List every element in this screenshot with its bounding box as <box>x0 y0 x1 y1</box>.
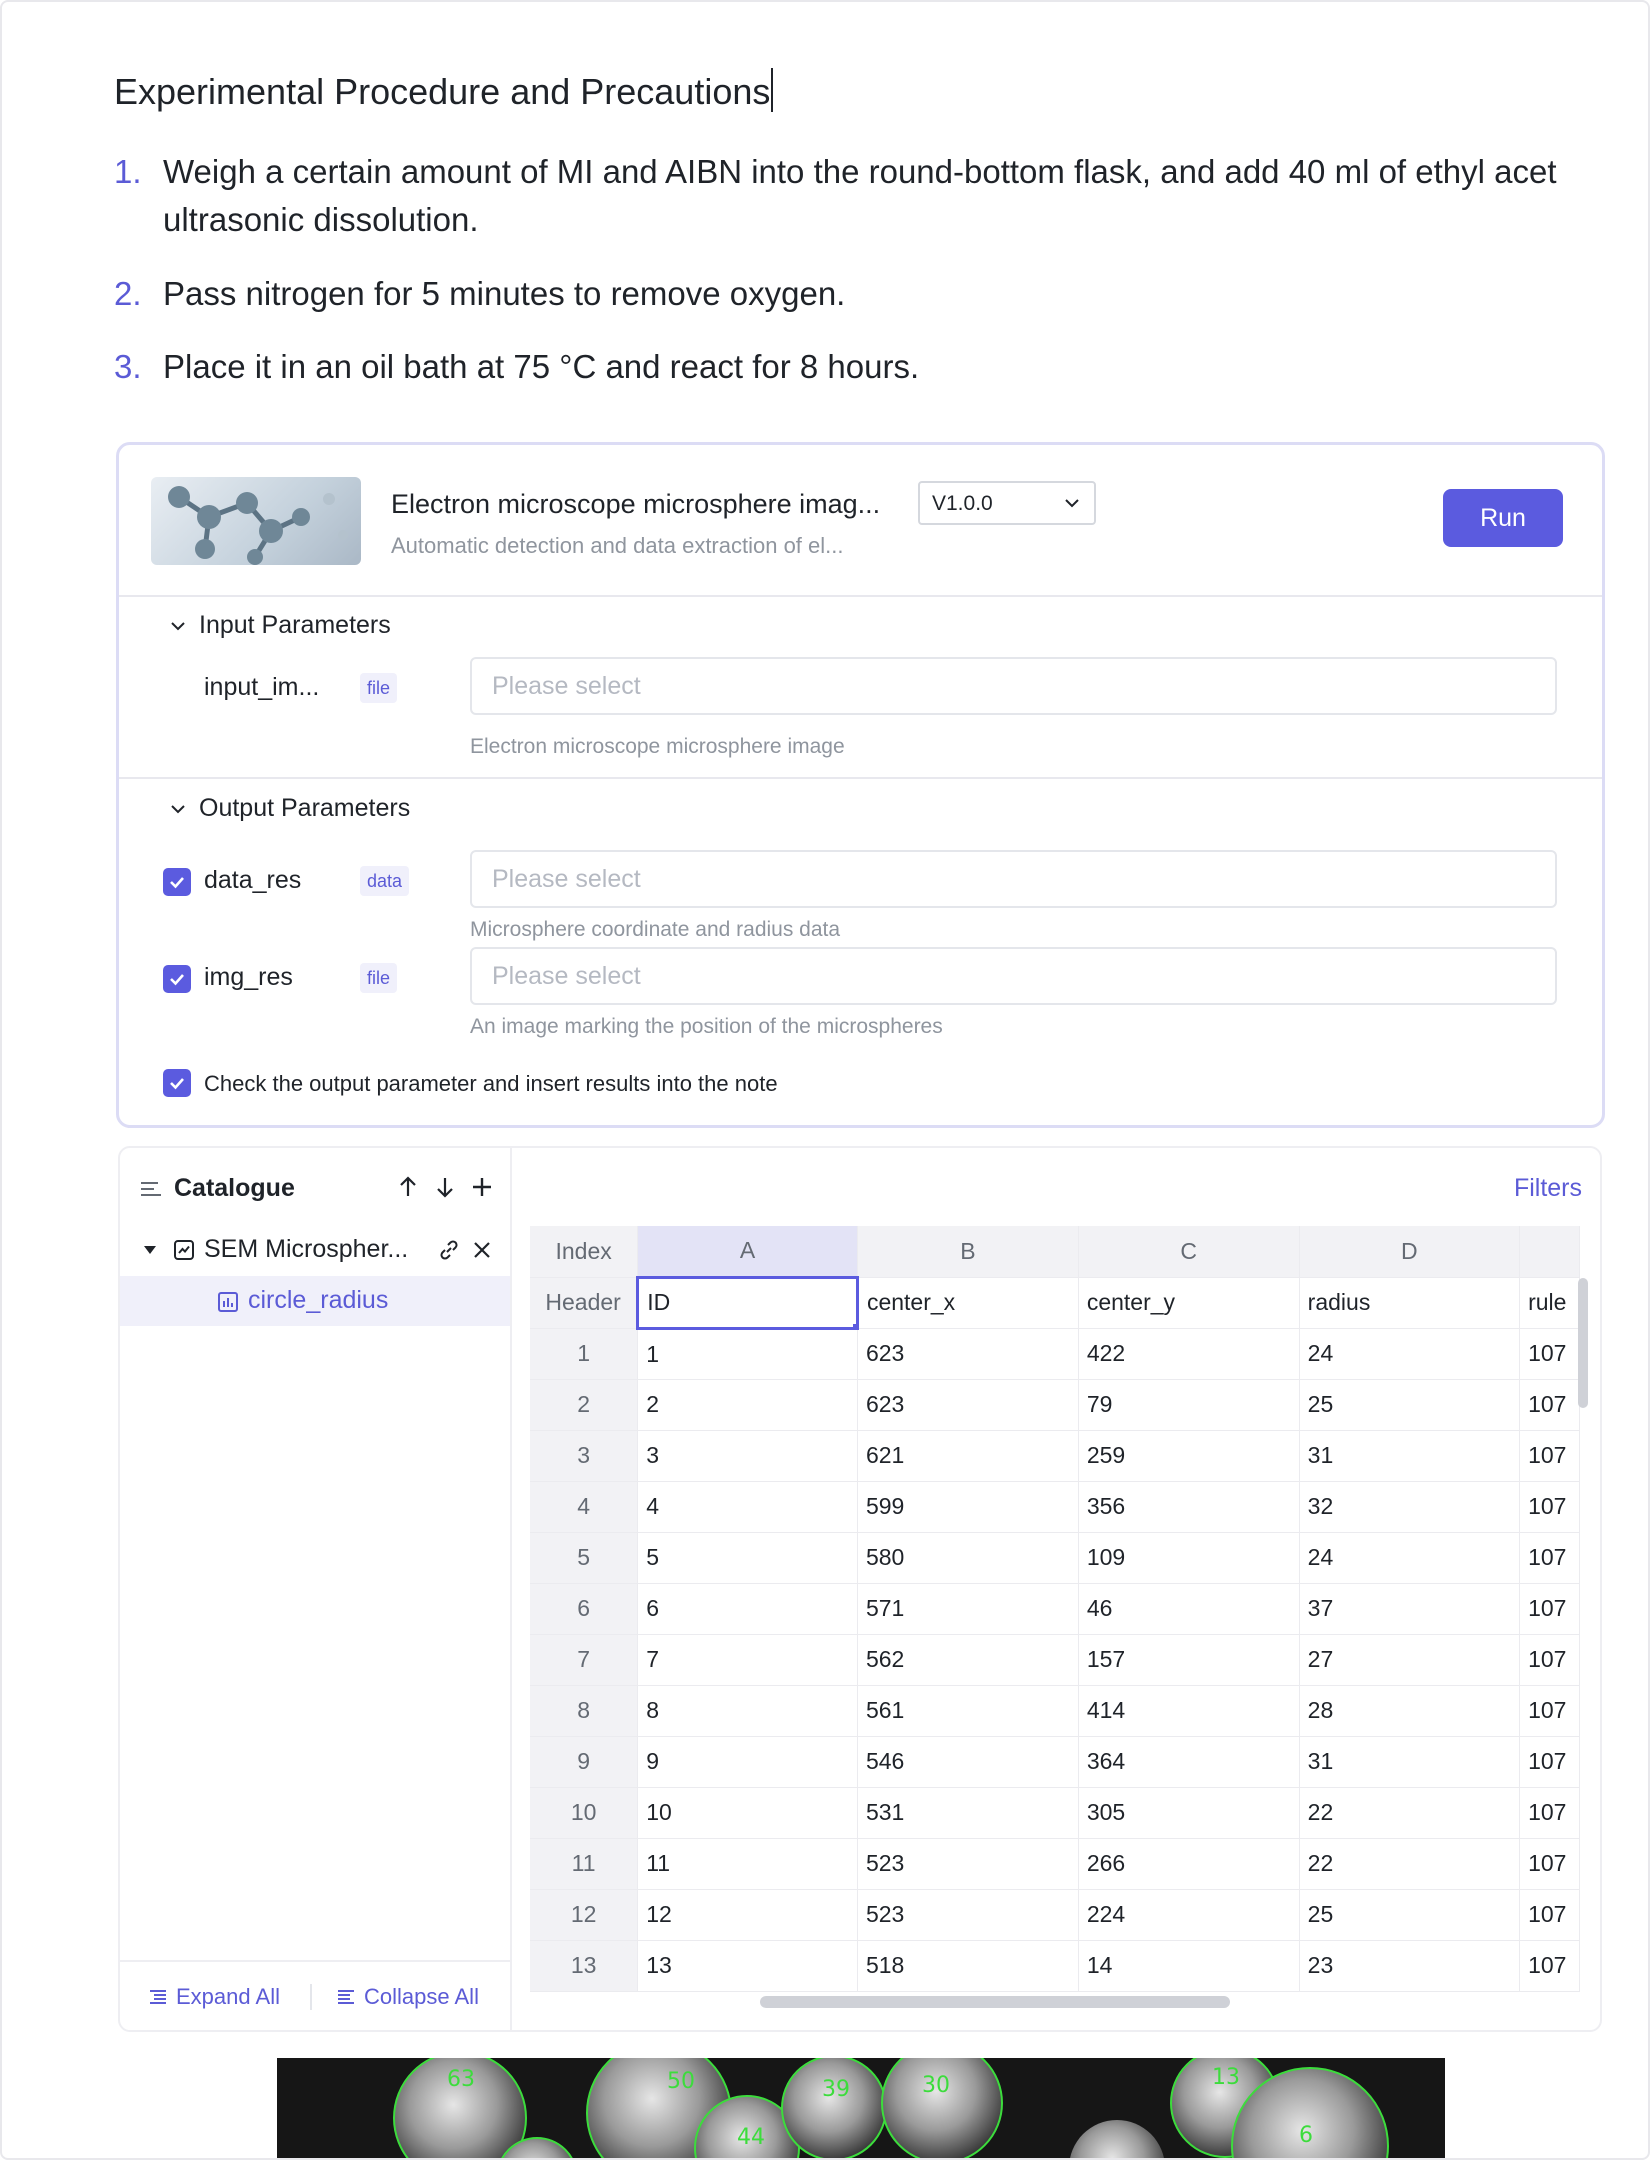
filters-button[interactable]: Filters <box>1513 1174 1582 1202</box>
data-panel <box>118 1146 1602 2032</box>
input-parameters-toggle[interactable] <box>167 611 391 640</box>
grid-cell[interactable]: 5 <box>638 1532 858 1583</box>
table-row <box>530 1685 1580 1736</box>
grid-cell[interactable]: 157 <box>1078 1634 1299 1685</box>
grid-cell[interactable]: 523 <box>857 1838 1078 1889</box>
grid-cell[interactable]: 571 <box>857 1583 1078 1634</box>
grid-cell[interactable]: ID <box>638 1277 858 1328</box>
grid-cell[interactable]: 546 <box>857 1736 1078 1787</box>
data-res-select[interactable]: Please select <box>470 850 1557 908</box>
sphere-label: 30 <box>922 2073 950 2098</box>
row-index: 8 <box>530 1685 638 1736</box>
row-index: 13 <box>530 1940 638 1991</box>
row-index: 12 <box>530 1889 638 1940</box>
column-header[interactable]: D <box>1299 1226 1519 1277</box>
output-parameters-toggle[interactable] <box>167 794 410 823</box>
tool-card <box>116 442 1605 1128</box>
grid-cell[interactable]: 107 <box>1520 1583 1580 1634</box>
param-name: img_res <box>204 963 293 991</box>
grid-cell[interactable]: 13 <box>638 1940 858 1991</box>
expand-icon <box>148 1987 168 2007</box>
row-index: 11 <box>530 1838 638 1889</box>
grid-cell[interactable]: 3 <box>638 1430 858 1481</box>
grid-cell[interactable]: 8 <box>638 1685 858 1736</box>
catalogue-sidebar <box>120 1148 512 2030</box>
table-row <box>530 1430 1580 1481</box>
section-title: Input Parameters <box>199 611 391 639</box>
expand-all-button[interactable] <box>148 1984 280 2010</box>
grid-cell[interactable]: 37 <box>1299 1583 1519 1634</box>
grid-cell[interactable]: 107 <box>1520 1940 1580 1991</box>
tool-description: Automatic detection and data extraction of el... <box>391 533 844 558</box>
check-icon <box>167 872 187 892</box>
grid-cell[interactable]: 414 <box>1078 1685 1299 1736</box>
grid-cell[interactable]: 356 <box>1078 1481 1299 1532</box>
column-letter-row <box>530 1226 1580 1277</box>
table-row <box>530 1889 1580 1940</box>
sphere-label: 50 <box>667 2069 695 2094</box>
grid-cell[interactable]: 79 <box>1078 1379 1299 1430</box>
grid-cell[interactable]: 25 <box>1299 1379 1519 1430</box>
data-res-checkbox[interactable] <box>163 868 191 896</box>
sphere-label: 39 <box>822 2077 850 2102</box>
horizontal-scrollbar[interactable] <box>760 1996 1230 2008</box>
footer-separator <box>310 1984 312 2010</box>
grid-cell[interactable]: 107 <box>1520 1889 1580 1940</box>
header-row <box>530 1277 1580 1328</box>
grid-cell[interactable]: 518 <box>857 1940 1078 1991</box>
run-button[interactable]: Run <box>1443 489 1563 547</box>
table-row <box>530 1532 1580 1583</box>
arrow-up-icon[interactable] <box>395 1174 421 1200</box>
divider <box>119 595 1602 597</box>
collapse-icon <box>336 1987 356 2007</box>
list-number: 3. <box>114 348 142 385</box>
dataset-name: SEM Microspher... <box>204 1235 409 1263</box>
grid-cell[interactable]: 2 <box>638 1379 858 1430</box>
type-badge: file <box>360 963 397 993</box>
close-icon[interactable] <box>469 1237 495 1263</box>
sphere-label: 63 <box>447 2067 475 2092</box>
grid-cell[interactable]: 623 <box>857 1328 1078 1379</box>
link-icon[interactable] <box>436 1237 462 1263</box>
catalogue-header <box>138 1174 295 1203</box>
grid-cell[interactable]: 9 <box>638 1736 858 1787</box>
img-res-select[interactable]: Please select <box>470 947 1557 1005</box>
row-index: 5 <box>530 1532 638 1583</box>
grid-cell[interactable]: 24 <box>1299 1532 1519 1583</box>
collapse-all-button[interactable] <box>336 1984 479 2010</box>
tool-name: Electron microscope microsphere imag... <box>391 489 881 519</box>
grid-cell[interactable]: 107 <box>1520 1685 1580 1736</box>
table-chart-icon <box>216 1290 240 1314</box>
chevron-down-icon <box>167 798 189 820</box>
table-row <box>530 1838 1580 1889</box>
grid-cell[interactable]: radius <box>1299 1277 1519 1328</box>
caret-down-icon <box>142 1243 158 1257</box>
sphere-label: 44 <box>737 2125 765 2150</box>
grid-cell[interactable]: 7 <box>638 1634 858 1685</box>
table-row <box>530 1634 1580 1685</box>
table-row <box>530 1328 1580 1379</box>
grid-cell[interactable]: 107 <box>1520 1787 1580 1838</box>
grid-cell[interactable]: 22 <box>1299 1838 1519 1889</box>
grid-cell[interactable]: 364 <box>1078 1736 1299 1787</box>
grid-cell[interactable]: 11 <box>638 1838 858 1889</box>
grid-cell[interactable]: 259 <box>1078 1430 1299 1481</box>
table-row <box>530 1940 1580 1991</box>
grid-cell[interactable]: 14 <box>1078 1940 1299 1991</box>
plus-icon[interactable] <box>469 1174 495 1200</box>
column-header[interactable]: B <box>857 1226 1078 1277</box>
grid-cell[interactable]: 28 <box>1299 1685 1519 1736</box>
section-title: Output Parameters <box>199 794 411 822</box>
table-name: circle_radius <box>248 1286 389 1314</box>
input-image-select[interactable]: Please select <box>470 657 1557 715</box>
tree-item-dataset[interactable] <box>120 1225 510 1275</box>
grid-cell[interactable]: 580 <box>857 1532 1078 1583</box>
row-index: 6 <box>530 1583 638 1634</box>
row-index: 2 <box>530 1379 638 1430</box>
page-title[interactable]: Experimental Procedure and Precautions <box>114 68 773 113</box>
grid-cell[interactable]: 25 <box>1299 1889 1519 1940</box>
grid-cell[interactable]: rule <box>1520 1277 1580 1328</box>
grid-cell[interactable]: 109 <box>1078 1532 1299 1583</box>
grid-cell[interactable]: center_x <box>857 1277 1078 1328</box>
sphere-label: 13 <box>1212 2065 1240 2090</box>
row-index: 7 <box>530 1634 638 1685</box>
table-row <box>530 1736 1580 1787</box>
row-index: 1 <box>530 1328 638 1379</box>
index-header: Index <box>530 1226 638 1277</box>
column-header[interactable]: A <box>638 1226 858 1277</box>
type-badge: data <box>360 866 409 896</box>
insert-results-label: Check the output parameter and insert results into the note <box>204 1071 778 1096</box>
grid-cell[interactable]: 24 <box>1299 1328 1519 1379</box>
step-text: ultrasonic dissolution. <box>163 201 479 238</box>
grid-cell[interactable]: 1 <box>638 1328 858 1379</box>
grid-cell[interactable]: 623 <box>857 1379 1078 1430</box>
grid-cell[interactable]: 107 <box>1520 1430 1580 1481</box>
grid-cell[interactable]: 107 <box>1520 1328 1580 1379</box>
arrow-down-icon[interactable] <box>432 1174 458 1200</box>
grid-cell[interactable]: 523 <box>857 1889 1078 1940</box>
divider <box>119 777 1602 779</box>
check-icon <box>167 969 187 989</box>
grid-cell[interactable]: 31 <box>1299 1736 1519 1787</box>
molecule-thumbnail <box>151 477 361 565</box>
grid-cell[interactable]: 10 <box>638 1787 858 1838</box>
grid-cell[interactable]: 531 <box>857 1787 1078 1838</box>
table-row <box>530 1583 1580 1634</box>
data-grid[interactable] <box>530 1226 1580 2006</box>
grid-cell[interactable]: center_y <box>1078 1277 1299 1328</box>
grid-cell[interactable]: 266 <box>1078 1838 1299 1889</box>
grid-cell[interactable]: 107 <box>1520 1634 1580 1685</box>
step-text: Pass nitrogen for 5 minutes to remove oxygen. <box>163 275 846 312</box>
grid-cell[interactable]: 32 <box>1299 1481 1519 1532</box>
grid-cell[interactable]: 107 <box>1520 1838 1580 1889</box>
table-row <box>530 1379 1580 1430</box>
vertical-scrollbar[interactable] <box>1578 1278 1588 1408</box>
grid-cell[interactable]: 27 <box>1299 1634 1519 1685</box>
sidebar-footer <box>120 1960 510 2030</box>
grid-cell[interactable]: 562 <box>857 1634 1078 1685</box>
grid-cell[interactable]: 107 <box>1520 1736 1580 1787</box>
grid-cell[interactable]: 4 <box>638 1481 858 1532</box>
row-index: 3 <box>530 1430 638 1481</box>
row-index: 10 <box>530 1787 638 1838</box>
list-icon <box>138 1176 164 1202</box>
table-row <box>530 1481 1580 1532</box>
insert-results-checkbox[interactable] <box>163 1069 191 1097</box>
chevron-down-icon <box>1062 493 1082 513</box>
column-header[interactable]: C <box>1078 1226 1299 1277</box>
chevron-down-icon <box>167 615 189 637</box>
version-select[interactable] <box>918 481 1096 525</box>
collapse-all-label: Collapse All <box>364 1984 479 2009</box>
sphere-label: 6 <box>1299 2123 1313 2148</box>
grid-cell[interactable]: 22 <box>1299 1787 1519 1838</box>
catalogue-title: Catalogue <box>174 1174 295 1202</box>
chart-box-icon <box>172 1238 196 1262</box>
grid-cell[interactable]: 224 <box>1078 1889 1299 1940</box>
grid-cell[interactable]: 6 <box>638 1583 858 1634</box>
param-name: data_res <box>204 866 302 894</box>
step-text: Weigh a certain amount of MI and AIBN into the round-bottom flask, and add 40 ml of ethyl acet <box>163 153 1557 190</box>
grid-cell[interactable]: 12 <box>638 1889 858 1940</box>
grid-cell[interactable]: 31 <box>1299 1430 1519 1481</box>
column-header[interactable] <box>1520 1226 1580 1277</box>
check-icon <box>167 1073 187 1093</box>
list-number: 2. <box>114 275 142 312</box>
grid-cell[interactable]: 305 <box>1078 1787 1299 1838</box>
grid-cell[interactable]: 107 <box>1520 1532 1580 1583</box>
header-label: Header <box>530 1277 638 1328</box>
step-text: Place it in an oil bath at 75 °C and react for 8 hours. <box>163 348 920 385</box>
sem-result-image <box>277 2058 1445 2160</box>
grid-cell[interactable]: 23 <box>1299 1940 1519 1991</box>
param-hint: Microsphere coordinate and radius data <box>470 918 841 941</box>
row-index: 9 <box>530 1736 638 1787</box>
expand-all-label: Expand All <box>176 1984 280 2009</box>
text-caret <box>771 68 773 112</box>
tree-item-table[interactable] <box>120 1276 510 1326</box>
type-badge: file <box>360 673 397 703</box>
list-number: 1. <box>114 153 142 190</box>
param-name: input_im... <box>204 673 320 701</box>
table-row <box>530 1787 1580 1838</box>
version-value: V1.0.0 <box>932 492 993 515</box>
grid-cell[interactable]: 561 <box>857 1685 1078 1736</box>
grid-cell[interactable]: 46 <box>1078 1583 1299 1634</box>
img-res-checkbox[interactable] <box>163 965 191 993</box>
grid-cell[interactable]: 599 <box>857 1481 1078 1532</box>
param-hint: Electron microscope microsphere image <box>470 735 845 758</box>
param-hint: An image marking the position of the microspheres <box>470 1015 943 1038</box>
grid-cell[interactable]: 107 <box>1520 1379 1580 1430</box>
grid-cell[interactable]: 107 <box>1520 1481 1580 1532</box>
row-index: 4 <box>530 1481 638 1532</box>
grid-cell[interactable]: 621 <box>857 1430 1078 1481</box>
grid-cell[interactable]: 422 <box>1078 1328 1299 1379</box>
